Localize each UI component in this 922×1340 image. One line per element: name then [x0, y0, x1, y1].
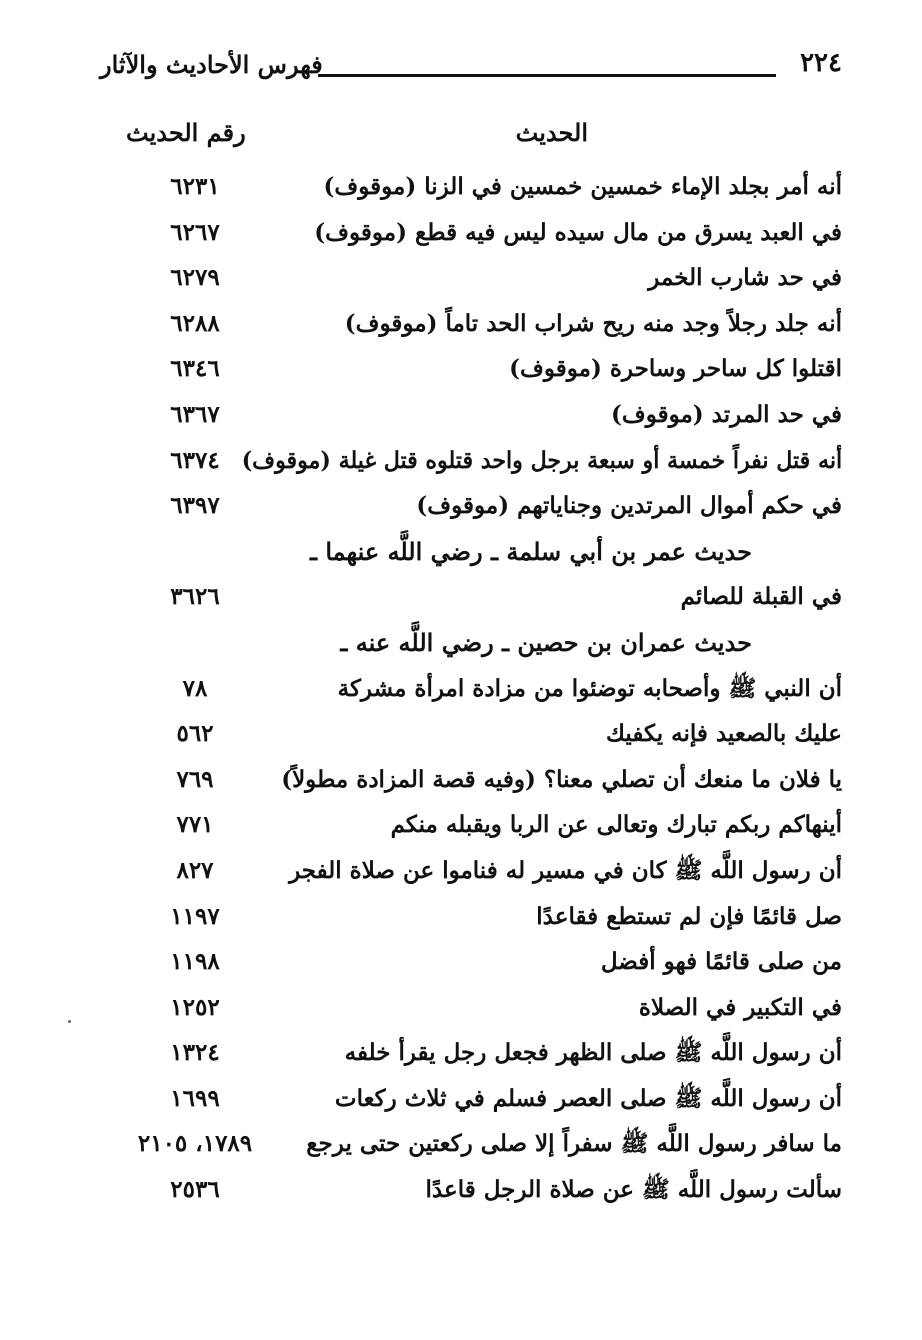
index-entry-row	[100, 1078, 842, 1124]
hadith-text: في التكبير في الصلاة	[638, 993, 842, 1021]
hadith-text: صل قائمًا فإن لم تستطع فقاعدًا	[536, 902, 842, 930]
index-entry-row	[100, 1032, 842, 1078]
index-entry-row	[100, 166, 842, 212]
hadith-number: ٦٣٤٦	[170, 355, 220, 383]
margin-speck	[68, 1020, 71, 1023]
hadith-number: ٦٣٦٧	[170, 400, 220, 428]
hadith-text: في العبد يسرق من مال سيده ليس فيه قطع (موقوف)	[314, 218, 842, 246]
index-entry-row	[100, 850, 842, 896]
hadith-number: ٧٨	[182, 674, 208, 702]
hadith-number: ٥٦٢	[176, 720, 214, 748]
section-heading-row	[100, 531, 842, 577]
hadith-number: ٦٢٦٧	[170, 218, 220, 246]
hadith-number: ٦٢٣١	[170, 173, 220, 200]
hadith-text: في حد المرتد (موقوف)	[610, 400, 842, 428]
hadith-text: أنه قتل نفراً خمسة أو سبعة برجل واحد قتلوه قتل غيلة (موقوف)	[241, 446, 842, 474]
hadith-text: أن النبي ﷺ وأصحابه توضئوا من مزادة امرأة مشركة	[337, 674, 842, 702]
number-column-heading: رقم الحديث	[126, 118, 246, 147]
column-headings	[100, 118, 842, 158]
page-header	[100, 48, 842, 88]
hadith-text: أن رسول اللَّه ﷺ صلى الظهر فجعل رجل يقرأ خلفه	[344, 1039, 842, 1067]
header-rule	[318, 74, 776, 77]
index-entry-row	[100, 485, 842, 531]
index-entry-row	[100, 896, 842, 942]
hadith-number: ١٦٩٩	[170, 1084, 220, 1112]
hadith-text: ما سافر رسول اللَّه ﷺ سفراً إلا صلى ركعتين حتى يرجع	[306, 1130, 842, 1158]
hadith-text: اقتلوا كل ساحر وساحرة (موقوف)	[509, 355, 842, 383]
hadith-text: أنه أمر بجلد الإماء خمسين خمسين في الزنا (موقوف)	[323, 173, 842, 200]
index-entry-row	[100, 440, 842, 486]
hadith-text: عليك بالصعيد فإنه يكفيك	[606, 720, 842, 748]
hadith-number: ٧٧١	[176, 811, 214, 839]
section-heading-row	[100, 622, 842, 668]
hadith-text: أن رسول اللَّه ﷺ صلى العصر فسلم في ثلاث ركعات	[334, 1084, 842, 1112]
hadith-number: ٢٥٣٦	[170, 1176, 220, 1204]
hadith-text: في القبلة للصائم	[680, 583, 842, 611]
index-entry-row	[100, 941, 842, 987]
hadith-number: ١٣٢٤	[170, 1039, 220, 1067]
hadith-text: أينهاكم ربكم تبارك وتعالى عن الربا ويقبله منكم	[390, 811, 842, 839]
hadith-text: من صلى قائمًا فهو أفضل	[600, 948, 842, 976]
hadith-number: ١١٩٨	[170, 948, 220, 976]
hadith-number: ١٢٥٢	[170, 993, 220, 1021]
hadith-text: يا فلان ما منعك أن تصلي معنا؟ (وفيه قصة المزادة مطولاً)	[281, 765, 842, 793]
hadith-text: في حد شارب الخمر	[648, 264, 842, 292]
hadith-number: ١١٩٧	[170, 902, 220, 930]
index-entry-row	[100, 804, 842, 850]
hadith-number: ٦٢٧٩	[170, 264, 220, 292]
running-title: فهرس الأحاديث والآثار	[100, 50, 323, 79]
section-heading-text: حديث عمران بن حصين ـ رضي اللَّه عنه ـ	[340, 627, 752, 657]
index-entry-row	[100, 1123, 842, 1169]
hadith-number: ٦٣٧٤	[170, 446, 220, 474]
hadith-text: سألت رسول اللَّه ﷺ عن صلاة الرجل قاعدًا	[425, 1176, 842, 1204]
index-entry-row	[100, 668, 842, 714]
index-entry-row	[100, 394, 842, 440]
hadith-number: ٨٢٧	[176, 856, 214, 884]
index-entry-row	[100, 759, 842, 805]
index-entry-row	[100, 987, 842, 1033]
index-entry-row	[100, 348, 842, 394]
index-entry-row	[100, 1169, 842, 1215]
hadith-text: أن رسول اللَّه ﷺ كان في مسير له فناموا عن صلاة الفجر	[289, 856, 842, 884]
hadith-text: في حكم أموال المرتدين وجناياتهم (موقوف)	[416, 492, 842, 520]
section-heading-text: حديث عمر بن أبي سلمة ـ رضي اللَّه عنهما ـ	[309, 536, 752, 566]
hadith-number: ٣٦٢٦	[170, 583, 220, 611]
hadith-number: ٦٣٩٧	[170, 492, 220, 520]
index-entry-row	[100, 212, 842, 258]
hadith-number: ٧٦٩	[176, 765, 214, 793]
hadith-index-list	[100, 166, 842, 1215]
index-entry-row	[100, 576, 842, 622]
hadith-text: أنه جلد رجلاً وجد منه ريح شراب الحد تاماً (موقوف)	[344, 309, 842, 337]
page-number: ٢٢٤	[800, 48, 842, 78]
hadith-column-heading: الحديث	[515, 118, 588, 147]
hadith-number: ٦٢٨٨	[170, 309, 220, 337]
index-entry-row	[100, 257, 842, 303]
index-entry-row	[100, 713, 842, 759]
hadith-number: ١٧٨٩، ٢١٠٥	[137, 1130, 253, 1158]
index-entry-row	[100, 303, 842, 349]
